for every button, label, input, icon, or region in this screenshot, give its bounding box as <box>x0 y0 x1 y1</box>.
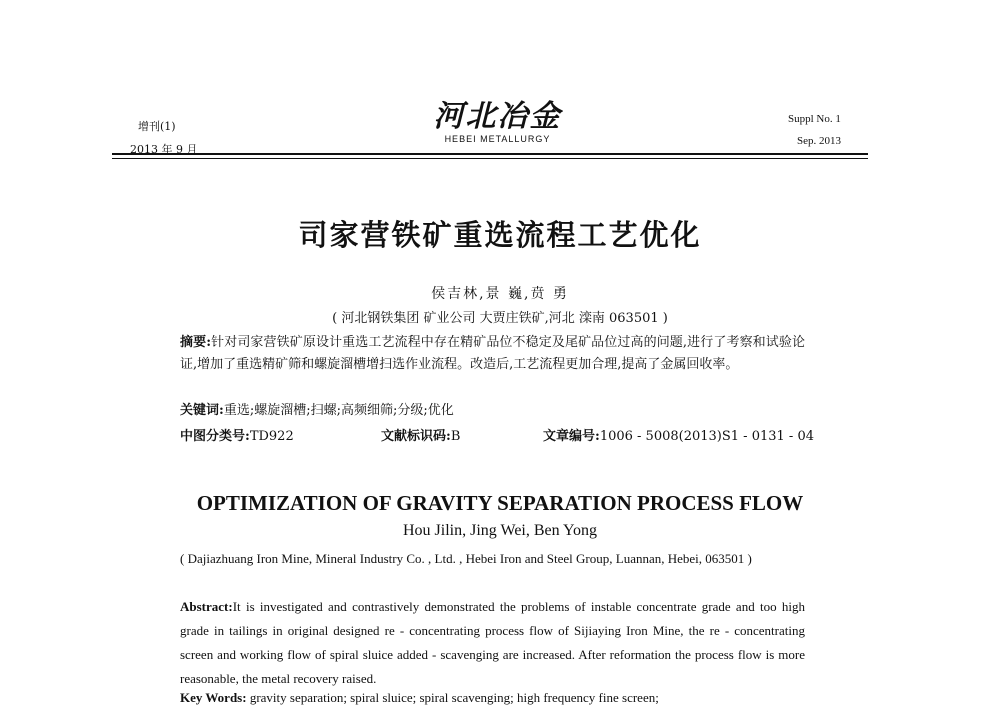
doc-code-label: 文献标识码: <box>381 429 451 444</box>
clc-value: TD922 <box>249 429 294 444</box>
affiliation-en: ( Dajiazhuang Iron Mine, Mineral Industry Co. , Ltd. , Hebei Iron and Steel Group, Luannan, Hebei, 063501 ) <box>180 551 752 566</box>
keywords-label-cn: 关键词: <box>180 403 224 418</box>
journal-title-en: HEBEI METALLURGY <box>444 134 551 144</box>
issue-label: 增刊(1) <box>138 120 176 133</box>
abstract-text-cn: 针对司家营铁矿原设计重选工艺流程中存在精矿品位不稳定及尾矿品位过高的问题,进行了考察和试验论证,增加了重选精矿筛和螺旋溜槽增扫选作业流程。改造后,工艺流程更加合理,提高了金属回收率。 <box>180 335 805 372</box>
abstract-label-en: Abstract: <box>180 599 233 614</box>
authors-en: Hou Jilin, Jing Wei, Ben Yong <box>403 522 597 539</box>
abstract-en <box>180 595 805 691</box>
keywords-en <box>180 686 805 710</box>
abstract-text-en: It is investigated and contrastively demonstrated the problems of instable concentrate grade and too high grade in tailings in original designed re - concentrating process flow of Sijiaying Iron Mine, the re - concentrating screen and working flow of spiral sluice added - scavenging are increased. After reformation the process flow is more reasonable, the metal recovery raised. <box>180 599 805 686</box>
keywords-text-cn: 重选;螺旋溜槽;扫螺;高频细筛;分级;优化 <box>223 403 454 418</box>
keywords-text-en: gravity separation; spiral sluice; spiral scavenging; high frequency fine screen; <box>249 690 659 705</box>
authors-cn: 侯吉林,景 巍,贲 勇 <box>431 286 569 302</box>
article-no-label: 文章编号: <box>543 429 600 444</box>
issue-date-cn: 2013 年 9 月 <box>130 143 198 156</box>
affiliation-cn: ( 河北钢铁集团 矿业公司 大贾庄铁矿,河北 滦南 063501 ) <box>332 311 668 326</box>
abstract-label-cn: 摘要: <box>180 335 212 350</box>
issue-date-en: Sep. 2013 <box>797 135 841 147</box>
header-rule-thin <box>112 158 868 159</box>
article-title-en: OPTIMIZATION OF GRAVITY SEPARATION PROCESS FLOW <box>196 491 804 515</box>
doc-code-field <box>381 425 460 444</box>
abstract-cn <box>180 332 805 376</box>
header-rule-thick <box>112 153 868 155</box>
article-title-cn: 司家营铁矿重选流程工艺优化 <box>298 218 702 252</box>
clc-label: 中图分类号: <box>180 429 250 444</box>
article-no-value: 1006 - 5008(2013)S1 - 0131 - 04 <box>599 429 814 444</box>
keywords-cn <box>180 400 805 422</box>
supplement-number: Suppl No. 1 <box>788 113 841 125</box>
article-no-field <box>543 425 814 444</box>
journal-title-cn: 河北冶金 <box>433 99 562 134</box>
doc-code-value: B <box>450 429 461 444</box>
clc-field <box>180 425 294 444</box>
journal-logo <box>425 100 570 144</box>
keywords-label-en: Key Words: <box>180 690 247 705</box>
